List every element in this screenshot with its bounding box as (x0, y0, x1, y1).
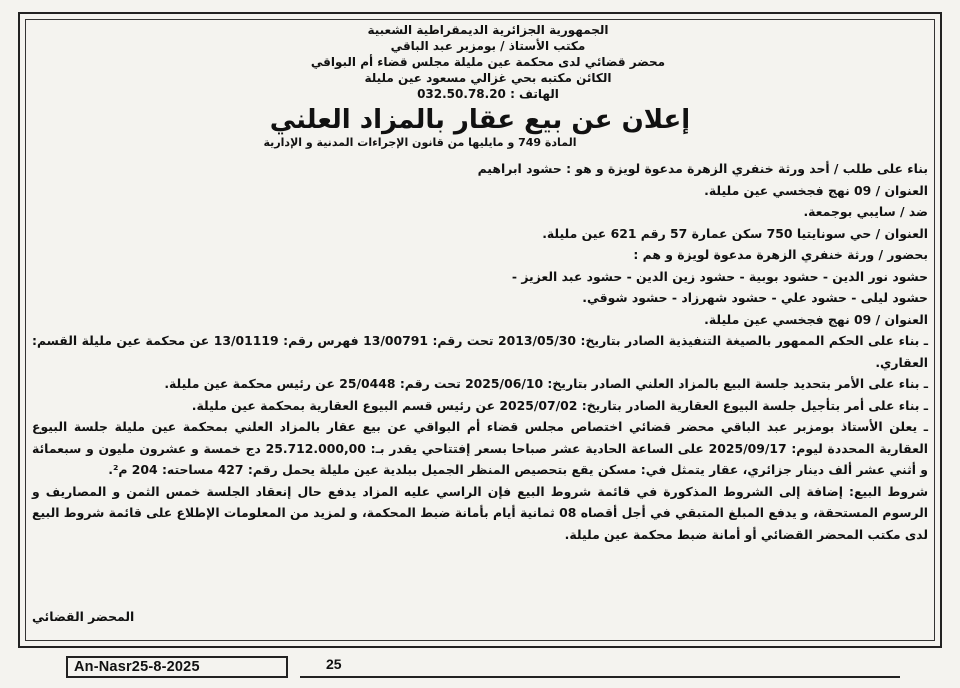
header-address: الكائن مكتبه بحي غزالي مسعود عين مليلة (364, 71, 612, 85)
announcement-title: إعلان عن بيع عقار بالمزاد العلني (269, 105, 691, 135)
body-line-presence: بحضور / ورثة خنفري الزهرة مدعوة لويزة و هم : (633, 247, 928, 262)
header-republic: الجمهورية الجزائرية الديمقراطية الشعبية (367, 23, 609, 37)
body-paragraph-postponement: ـ بناء على أمر بتأجيل جلسة البيوع العقارية الصادر بتاريخ: 2025/07/02 عن رئيس قسم البيوع العقارية بمحكمة عين مليلة. (191, 397, 928, 413)
footer-rule (300, 676, 900, 678)
signature: المحضر القضائي (32, 609, 135, 624)
header-phone: الهاتف : 032.50.78.20 (417, 87, 559, 101)
body-line-against-address: العنوان / حي سونايتيا 750 سكن عمارة 57 رقم 621 عين مليلة. (542, 225, 928, 241)
body-paragraph-sale-conditions: شروط البيع: إضافة إلى الشروط المذكورة في قائمة شروط البيع فإن الراسي عليه المزاد يدفع حال إنعقاد الجلسة خمس الثمن و المصاريف و الرسوم المستحقة، و يدفع المبلغ المتبقي في أجل أقصاه 08 ثمانية أيام بأمانة ضبط المحكمة، و لمزيد من المعلومات الإطلاع على قائمة شروط البيع لدى مكتب المحضر القضائي أو أمانة ضبط محكمة عين مليلة. (32, 483, 929, 542)
office-header (268, 22, 708, 102)
body-paragraph-sale-notice: ـ يعلن الأستاذ بومزبر عبد الباقي محضر قضائي اختصاص مجلس قضاء أم البواقي عن بيع عقار بالمزاد العلني بمحكمة عين مليلة جلسة البيوع العقارية المحددة ليوم: 2025/09/17 على الساعة الحادية عشر صباحا بسعر إفتتاحي يقدر بـ: 25.712.000,00 دج خمسة و عشرون مليون و سبعمائة و أثني عشر ألف دينار جزائري، عقار يتمثل في: مسكن يقع بتحصيص المنظر الجميل ببلدية عين مليلة يحمل رقم: 427 مساحته: 204 م². (32, 419, 928, 477)
header-office: مكتب الأستاذ / بومزبر عبد الباقي (390, 39, 586, 53)
header-court: محضر قضائي لدى محكمة عين مليلة مجلس قضاء أم البواقي (310, 55, 666, 69)
announcement-content (32, 22, 928, 642)
body-line-heirs-address: العنوان / 09 نهج فجخسي عين مليلة. (704, 311, 928, 327)
body-line-heirs-1: حشود نور الدين - حشود بوبية - حشود زين الدين - حشود عبد العزيز - (511, 268, 928, 284)
body-paragraph-judgment: ـ بناء على الحكم الممهور بالصيغة التنفيذية الصادر بتاريخ: 2013/05/30 تحت رقم: 13/00791 فهرس رقم: 13/01119 عن محكمة عين مليلة القسم: العقاري. (32, 333, 928, 370)
newspaper-name-date: An-Nasr25-8-2025 (74, 659, 200, 675)
body-line-heirs-2: حشود ليلى - حشود علي - حشود شهرزاد - حشود شوقي. (582, 290, 928, 305)
announcement-frame (18, 12, 942, 648)
page-number: 25 (326, 656, 342, 672)
body-paragraph-order: ـ بناء على الأمر بتحديد جلسة البيع بالمزاد العلني الصادر بتاريخ: 2025/06/10 تحت رقم: 25/0448 عن رئيس محكمة عين مليلة. (164, 376, 928, 391)
newspaper-footer (66, 656, 288, 678)
announcement-subtitle: المادة 749 و مايليها من قانون الإجراءات المدنية و الإدارية (263, 136, 577, 149)
body-line-requester: بناء على طلب / أحد ورثة خنفري الزهرة مدعوة لويزة و هو : حشود ابراهيم (477, 161, 928, 176)
body-line-requester-address: العنوان / 09 نهج فجخسي عين مليلة. (704, 182, 928, 198)
body-line-against: ضد / سايبي بوجمعة. (803, 204, 928, 219)
